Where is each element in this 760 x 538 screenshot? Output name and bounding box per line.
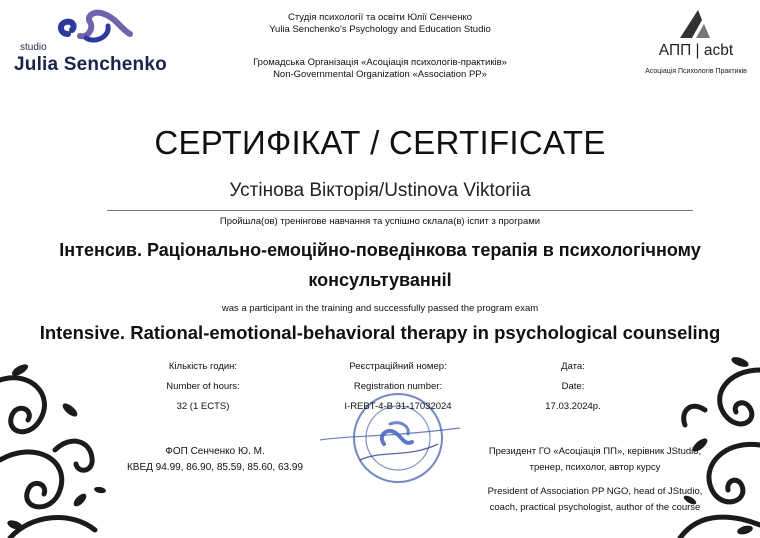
hours-column — [113, 357, 293, 417]
registration-column — [308, 357, 488, 417]
spacer — [470, 476, 720, 484]
hours-value: 32 (1 ECTS) — [176, 401, 230, 412]
swirl-ornament-left-icon — [0, 340, 120, 538]
acbt-logo-icon — [678, 8, 712, 40]
acbt-label: АПП | acbt — [658, 42, 734, 59]
date-value: 17.03.2024р. — [545, 401, 601, 412]
ngo-name-ua: Громадська Організація «Асоціація психологів-практиків» — [253, 57, 507, 68]
program-title-ua-line1: Інтенсив. Раціонально-емоційно-поведінкова терапія в психологічному — [59, 240, 701, 260]
studio-name-ua: Студія психології та освіти Юлії Сенченко — [287, 12, 473, 23]
issuer-name: ФОП Сенченко Ю. М. — [165, 446, 265, 457]
president-title-en-1: President of Association PP NGO, head of JStudio, — [487, 486, 703, 497]
registration-label-en: Registration number: — [353, 381, 443, 392]
brand-name: Julia Senchenko — [14, 54, 167, 75]
certificate-title: СЕРТИФІКАТ / CERTIFICATE — [154, 124, 606, 161]
divider-line — [107, 210, 693, 211]
studio-logo-icon — [50, 8, 134, 48]
president-title-en-2: coach, practical psychologist, author of the course — [489, 502, 701, 513]
studio-logo — [14, 8, 167, 78]
president-block — [470, 444, 720, 516]
hours-label-en: Number of hours: — [166, 381, 240, 392]
registration-value: I-REBT-4-В 31-17032024 — [344, 401, 452, 412]
recipient-name: Устінова Вікторія/Ustinova Viktoriia — [229, 180, 531, 201]
studio-word: studio — [20, 42, 47, 53]
ngo-name-en: Non-Governmental Organization «Association PP» — [273, 69, 487, 80]
president-title-ua-2: тренер, психолог, автор курсу — [529, 462, 661, 473]
studio-name-en: Yulia Senchenko's Psychology and Education Studio — [269, 24, 491, 35]
president-title-ua-1: Президент ГО «Асоціація ПП», керівник JStudio, — [488, 446, 702, 457]
ngo-header — [200, 57, 560, 81]
date-label-ua: Дата: — [561, 361, 585, 372]
studio-header — [200, 12, 560, 36]
intro-en: was a participant in the training and successfully passed the program exam — [221, 303, 539, 314]
hours-label-ua: Кількість годин: — [168, 361, 238, 372]
date-label-en: Date: — [561, 381, 585, 392]
date-column — [483, 357, 663, 417]
program-title-ua-line2: консультуванніl — [308, 270, 452, 290]
program-title-en: Intensive. Rational-emotional-behavioral therapy in psychological counseling — [39, 322, 721, 343]
intro-ua: Пройшла(ов) тренінгове навчання та успішно склала(в) іспит з програми — [219, 216, 541, 227]
program-title-ua — [0, 235, 760, 295]
issuer-block — [110, 444, 320, 476]
acbt-subtitle: Асоціація Психологів Практиків — [645, 68, 747, 75]
issuer-codes: КВЕД 94.99, 86.90, 85.59, 85.60, 63.99 — [126, 462, 304, 473]
acbt-logo — [640, 6, 760, 80]
registration-label-ua: Реєстраційний номер: — [349, 361, 447, 372]
